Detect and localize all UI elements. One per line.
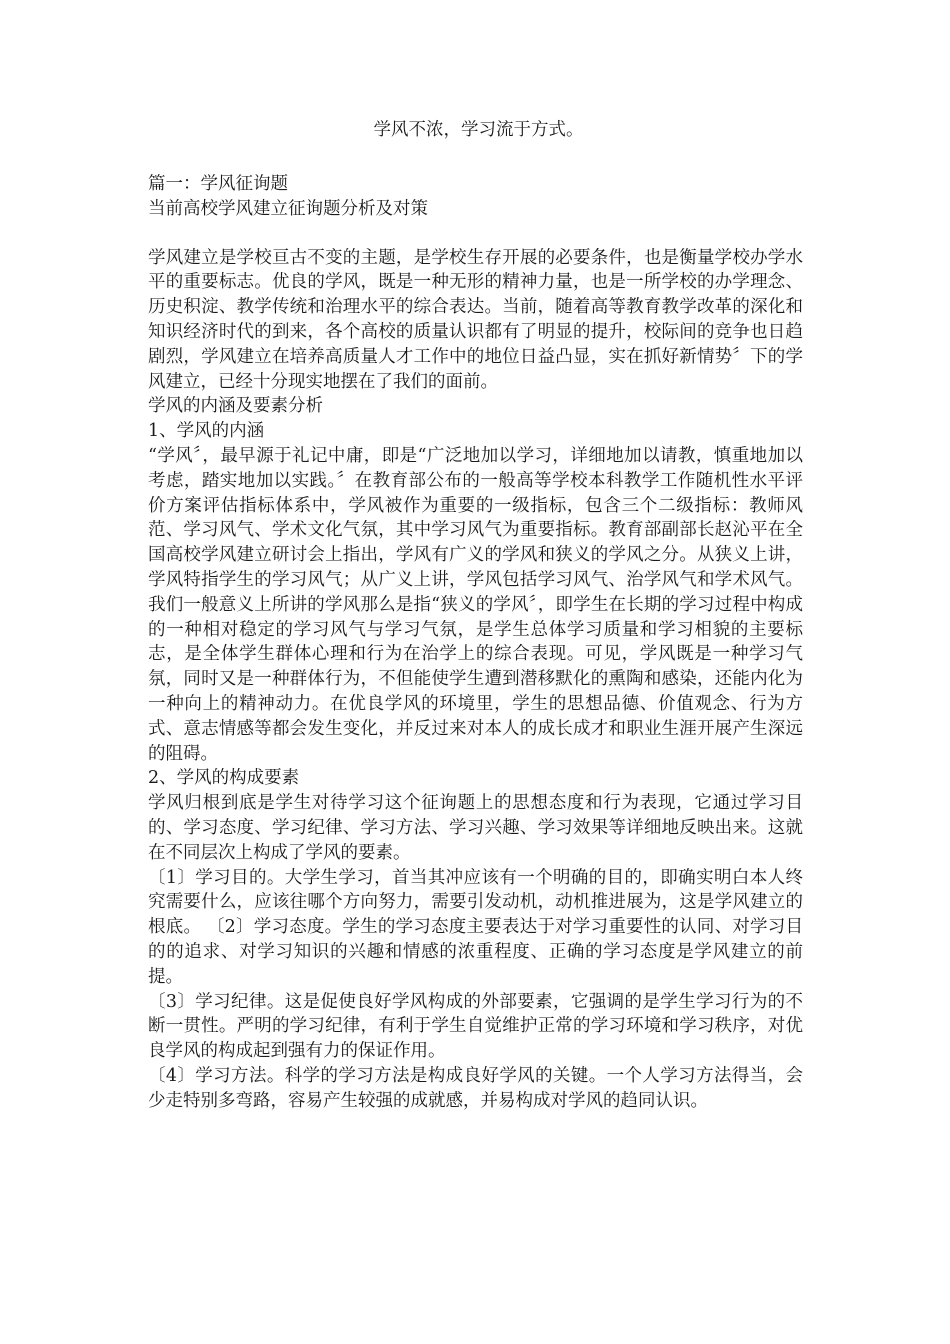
section-heading: 篇一：学风征询题: [148, 174, 288, 194]
document-page: [148, 118, 803, 1113]
item-method: 〔4〕学习方法。科学的学习方法是构成良好学风的关键。一个人学习方法得当，会少走特别多弯路，容易产生较强的成就感，并易构成对学风的趋同认识。: [148, 1065, 803, 1111]
subheading-connotation: 1、学风的内涵: [148, 421, 265, 442]
subheading-connotation-elements: 学风的内涵及要素分析: [148, 396, 323, 417]
subheading-elements: 2、学风的构成要素: [148, 768, 300, 789]
elements-paragraph: 学风归根到底是学生对待学习这个征询题上的思想态度和行为表现，它通过学习目的、学习态度、学习纪律、学习方法、学习兴趣、学习效果等详细地反映出来。这就在不同层次上构成了学风的要素。: [148, 793, 803, 863]
document-title: 学风不浓，学习流于方式。: [373, 120, 584, 140]
intro-paragraph: 学风建立是学校亘古不变的主题，是学校生存开展的必要条件，也是衡量学校办学水平的重要标志。优良的学风，既是一种无形的精神力量，也是一所学校的办学理念、历史积淀、教学传统和治理水平的综合表达。当前，随着高等教育教学改革的深化和知识经济时代的到来，各个高校的质量认识都有了明显的提升，校际间的竞争也日趋剧烈，学风建立在培养高质量人才工作中的地位日益凸显，实在抓好新情势〞下的学风建立，已经十分现实地摆在了我们的面前。: [148, 247, 803, 392]
article-title: 当前高校学风建立征询题分析及对策: [148, 198, 428, 219]
item-discipline: 〔3〕学习纪律。这是促使良好学风构成的外部要素，它强调的是学生学习行为的不断一贯性。严明的学习纪律，有利于学生自觉维护正常的学习环境和学习秩序，对优良学风的构成起到强有力的保证作用。: [148, 991, 803, 1062]
connotation-paragraph: “学风〞，最早源于礼记中庸，即是“广泛地加以学习，详细地加以请教，慎重地加以考虑，踏实地加以实践。〞在教育部公布的一般高等学校本科教学工作随机性水平评价方案评估指标体系中，学风被作为重要的一级指标，包含三个二级指标：教师风范、学习风气、学术文化气氛，其中学习风气为重要指标。教育部副部长赵沁平在全国高校学风建立研讨会上指出，学风有广义的学风和狭义的学风之分。从狭义上讲，学风特指学生的学习风气；从广义上讲，学风包括学习风气、治学风气和学术风气。我们一般意义上所讲的学风那么是指“狭义的学风〞，即学生在长期的学习过程中构成的一种相对稳定的学习风气与学习气氛，是学生总体学习质量和学习相貌的主要标志，是全体学生群体心理和行为在治学上的综合表现。可见，学风既是一种学习气氛，同时又是一种群体行为，不但能使学生遭到潜移默化的熏陶和感染，还能内化为一种向上的精神动力。在优良学风的环境里，学生的思想品德、价值观念、行为方式、意志情感等都会发生变化，并反过来对本人的成长成才和职业生涯开展产生深远的阻碍。: [148, 445, 803, 764]
blank-line: [148, 222, 803, 246]
item-purpose-attitude: 〔1〕学习目的。大学生学习，首当其冲应该有一个明确的目的，即确实明白本人终究需要什么，应该往哪个方向努力，需要引发动机，动机推进展为，这是学风建立的根底。 〔2〕学习态度。学生的学习态度主要表达于对学习重要性的认同、对学习目的的追求、对学习知识的兴趣和情感的浓重程度、正确的学习态度是学风建立的前提。: [148, 867, 803, 987]
